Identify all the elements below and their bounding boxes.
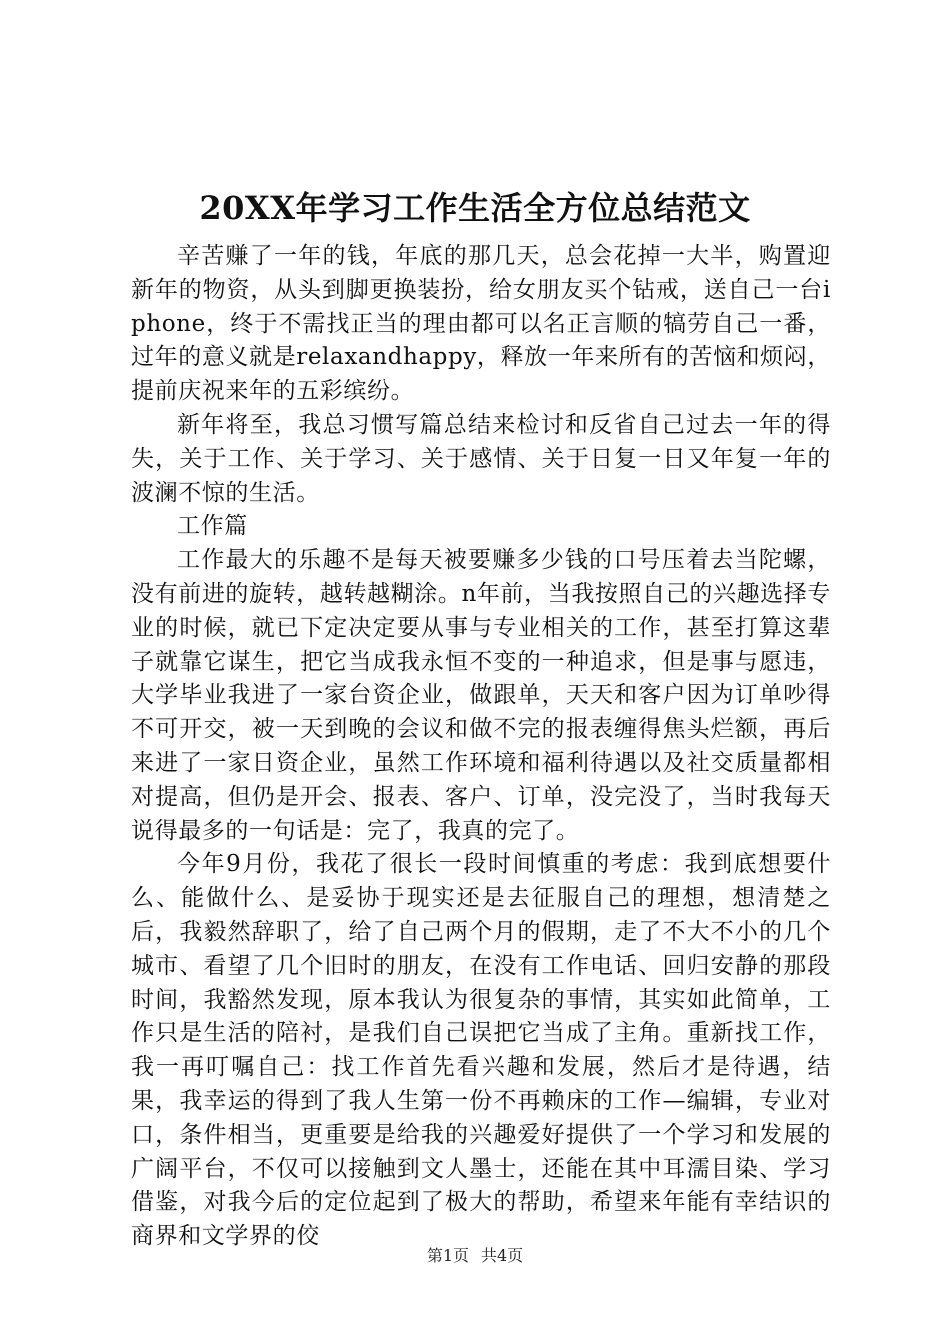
page-number: 第1页 xyxy=(426,1246,469,1265)
paragraph-intro: 辛苦赚了一年的钱，年底的那几天，总会花掉一大半，购置迎新年的物资，从头到脚更换装扮，给女朋友买个钻戒，送自己一台iphone，终于不需找正当的理由都可以名正言顺的犒劳自己一番，过年的意义就是relaxandhappy，释放一年来所有的苦恼和烦闷，提前庆祝来年的五彩缤纷。 xyxy=(131,243,831,405)
page-footer xyxy=(0,1244,950,1268)
page-total: 共4页 xyxy=(481,1246,524,1265)
paragraph-new-year: 新年将至，我总习惯写篇总结来检讨和反省自己过去一年的得失，关于工作、关于学习、关于感情、关于日复一日又年复一年的波澜不惊的生活。 xyxy=(131,411,831,506)
paragraph-september: 今年9月份，我花了很长一段时间慎重的考虑：我到底想要什么、能做什么、是妥协于现实还是去征服自己的理想，想清楚之后，我毅然辞职了，给了自己两个月的假期，走了不大不小的几个城市、看望了几个旧时的朋友，在没有工作电话、回归安静的那段时间，我豁然发现，原本我认为很复杂的事情，其实如此简单，工作只是生活的陪衬，是我们自己误把它当成了主角。重新找工作，我一再叮嘱自己：找工作首先看兴趣和发展，然后才是待遇，结果，我幸运的得到了我人生第一份不再赖床的工作—编辑，专业对口，条件相当，更重要是给我的兴趣爱好提供了一个学习和发展的广阔平台，不仅可以接触到文人墨士，还能在其中耳濡目染、学习借鉴，对我今后的定位起到了极大的帮助，希望来年能有幸结识的商界和文学界的佼 xyxy=(131,851,831,1250)
document-body xyxy=(131,240,831,1254)
document-title: 20XX年学习工作生活全方位总结范文 xyxy=(199,189,751,227)
paragraph-work-history: 工作最大的乐趣不是每天被要赚多少钱的口号压着去当陀螺，没有前进的旋转，越转越糊涂。n年前，当我按照自己的兴趣选择专业的时候，就已下定决定要从事与专业相关的工作，甚至打算这辈子就靠它谋生，把它当成我永恒不变的一种追求，但是事与愿违，大学毕业我进了一家台资企业，做跟单，天天和客户因为订单吵得不可开交，被一天到晚的会议和做不完的报表缠得焦头烂额，再后来进了一家日资企业，虽然工作环境和福利待遇以及社交质量都相对提高，但仍是开会、报表、客户、订单，没完没了，当时我每天说得最多的一句话是：完了，我真的完了。 xyxy=(131,547,831,844)
section-heading-work: 工作篇 xyxy=(177,513,248,540)
